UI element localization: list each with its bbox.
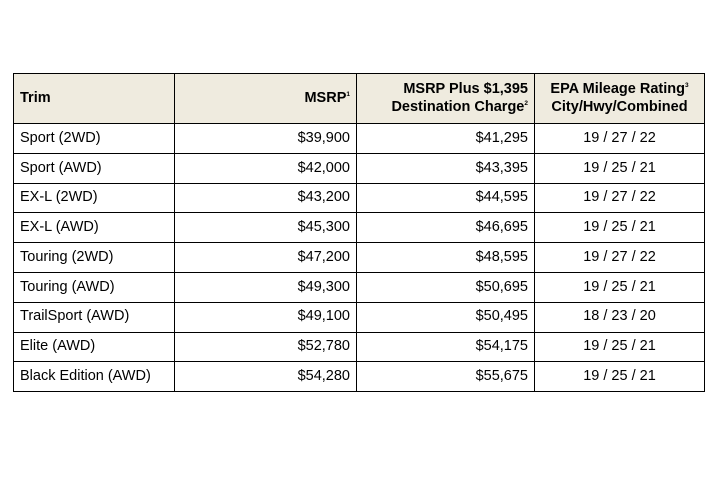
table-row <box>14 332 705 362</box>
cell-msrp: $49,100 <box>175 302 357 332</box>
pricing-table <box>13 73 705 392</box>
cell-trim: Sport (AWD) <box>14 153 175 183</box>
header-row <box>14 74 705 124</box>
cell-msrp: $54,280 <box>175 362 357 392</box>
cell-destination: $50,495 <box>357 302 535 332</box>
header-destination <box>357 74 535 124</box>
header-msrp-label: MSRP <box>304 89 347 106</box>
footnote-marker-epa: 3 <box>684 82 689 90</box>
cell-trim: EX-L (2WD) <box>14 183 175 213</box>
header-trim-label: Trim <box>20 89 51 106</box>
cell-msrp: $43,200 <box>175 183 357 213</box>
table-row <box>14 302 705 332</box>
cell-destination: $46,695 <box>357 213 535 243</box>
table-row <box>14 362 705 392</box>
table-row <box>14 183 705 213</box>
cell-destination: $43,395 <box>357 153 535 183</box>
cell-trim: Sport (2WD) <box>14 124 175 154</box>
cell-msrp: $42,000 <box>175 153 357 183</box>
header-trim <box>14 74 175 124</box>
footnote-marker-destination: 2 <box>524 99 528 107</box>
cell-epa: 19 / 25 / 21 <box>535 272 705 302</box>
table-body <box>14 124 705 392</box>
table-header <box>14 74 705 124</box>
cell-trim: Black Edition (AWD) <box>14 362 175 392</box>
cell-msrp: $52,780 <box>175 332 357 362</box>
cell-msrp: $49,300 <box>175 272 357 302</box>
cell-trim: EX-L (AWD) <box>14 213 175 243</box>
cell-epa: 18 / 23 / 20 <box>535 302 705 332</box>
cell-destination: $50,695 <box>357 272 535 302</box>
cell-trim: TrailSport (AWD) <box>14 302 175 332</box>
cell-destination: $48,595 <box>357 243 535 273</box>
cell-epa: 19 / 25 / 21 <box>535 153 705 183</box>
cell-epa: 19 / 27 / 22 <box>535 124 705 154</box>
cell-epa: 19 / 25 / 21 <box>535 332 705 362</box>
table-row <box>14 124 705 154</box>
cell-destination: $44,595 <box>357 183 535 213</box>
cell-msrp: $47,200 <box>175 243 357 273</box>
cell-trim: Elite (AWD) <box>14 332 175 362</box>
cell-trim: Touring (AWD) <box>14 272 175 302</box>
table-row <box>14 243 705 273</box>
header-destination-line2: Destination Charge <box>391 98 525 115</box>
header-msrp <box>175 74 357 124</box>
cell-destination: $54,175 <box>357 332 535 362</box>
cell-epa: 19 / 25 / 21 <box>535 213 705 243</box>
cell-epa: 19 / 27 / 22 <box>535 243 705 273</box>
header-destination-line1: MSRP Plus $1,395 <box>403 81 528 98</box>
cell-trim: Touring (2WD) <box>14 243 175 273</box>
table-row <box>14 153 705 183</box>
footnote-marker-msrp: 1 <box>346 90 350 98</box>
table-row <box>14 272 705 302</box>
header-epa-line2: City/Hwy/Combined <box>551 98 688 115</box>
cell-destination: $55,675 <box>357 362 535 392</box>
cell-epa: 19 / 25 / 21 <box>535 362 705 392</box>
cell-destination: $41,295 <box>357 124 535 154</box>
header-epa-line1: EPA Mileage Rating <box>550 81 685 98</box>
cell-msrp: $39,900 <box>175 124 357 154</box>
cell-epa: 19 / 27 / 22 <box>535 183 705 213</box>
cell-msrp: $45,300 <box>175 213 357 243</box>
header-epa <box>535 74 705 124</box>
table-row <box>14 213 705 243</box>
